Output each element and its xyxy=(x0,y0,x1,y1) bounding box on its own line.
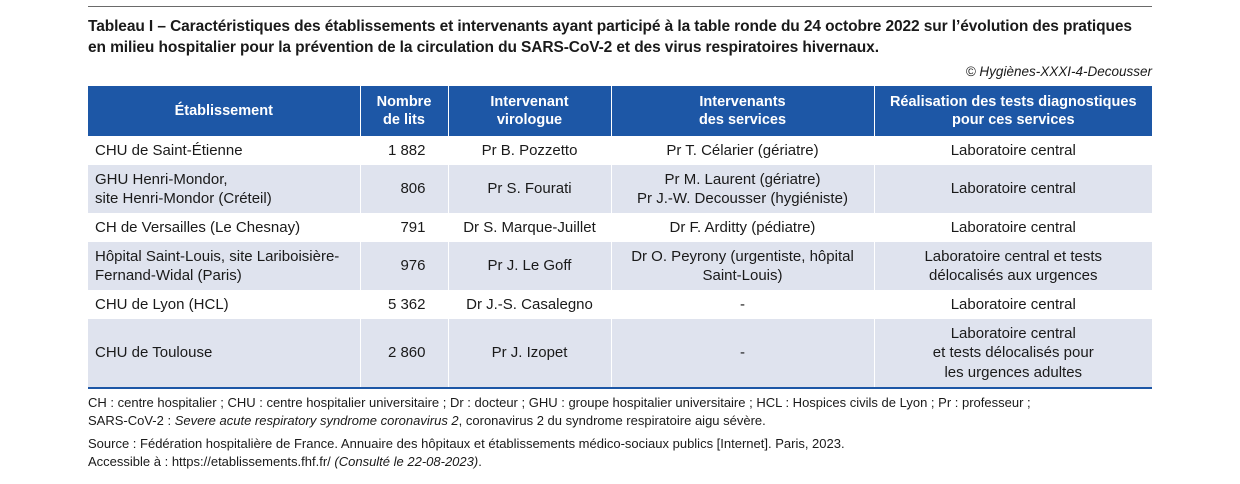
cell-etablissement xyxy=(88,136,360,165)
cell-tests-line: les urgences adultes xyxy=(944,363,1083,381)
cell-tests-line: délocalisés aux urgences xyxy=(929,267,1098,284)
header-row xyxy=(88,86,1152,136)
cell-virologue-value: Pr J. Izopet xyxy=(491,344,568,362)
cell-etablissement-line: GHU Henri-Mondor, xyxy=(95,170,228,188)
cell-intervenants-services xyxy=(611,213,874,242)
table-row xyxy=(88,319,1152,387)
table-row xyxy=(88,242,1152,290)
cell-tests xyxy=(874,165,1152,213)
cell-etablissement xyxy=(88,165,360,213)
bottom-rule xyxy=(88,387,1152,389)
cell-virologue-value: Pr J. Le Goff xyxy=(487,257,572,275)
top-rule xyxy=(88,6,1152,7)
cell-intervenants-services-line: Pr J.-W. Decousser (hygiéniste) xyxy=(637,190,848,207)
cell-nombre-lits xyxy=(360,136,448,165)
cell-nombre-lits xyxy=(360,319,448,387)
cell-tests xyxy=(874,319,1152,387)
cell-nombre-lits xyxy=(360,213,448,242)
cell-tests xyxy=(874,213,1152,242)
cell-etablissement xyxy=(88,213,360,242)
cell-intervenants-services-line: Saint-Louis) xyxy=(702,267,783,284)
header-nombre-lits: Nombre de lits xyxy=(360,86,448,136)
cell-virologue xyxy=(448,242,611,290)
header-tests: Réalisation des tests diagnostiques pour ces services xyxy=(874,86,1152,136)
cell-nombre-lits-value: 806 xyxy=(400,180,426,198)
credit-line: © Hygiènes-XXXI-4-Decousser xyxy=(965,64,1152,79)
table-row xyxy=(88,213,1152,242)
cell-intervenants-services-line: Pr T. Célarier (gériatre) xyxy=(666,141,819,159)
cell-nombre-lits-value: 5 362 xyxy=(387,295,426,313)
cell-nombre-lits xyxy=(360,165,448,213)
cell-virologue-value: Dr J.-S. Casalegno xyxy=(466,295,593,313)
cell-nombre-lits-value: 976 xyxy=(400,257,426,275)
cell-tests xyxy=(874,136,1152,165)
cell-tests-line: et tests délocalisés pour xyxy=(932,344,1094,362)
cell-etablissement xyxy=(88,319,360,387)
source-line-1: Source : Fédération hospitalière de France. Annuaire des hôpitaux et établissements médico-sociaux publics [Internet]. Paris, 2023. xyxy=(88,435,845,451)
cell-virologue xyxy=(448,165,611,213)
cell-virologue xyxy=(448,319,611,387)
cell-etablissement-line: Hôpital Saint-Louis, site Lariboisière- xyxy=(95,247,340,265)
cell-tests-line: Laboratoire central et tests xyxy=(924,247,1103,265)
cell-intervenants-services-line: Pr M. Laurent (gériatre) xyxy=(664,170,821,188)
table-figure xyxy=(88,0,1152,471)
source-line-2: Accessible à : https://etablissements.fhf.fr/ (Consulté le 22-08-2023). xyxy=(88,453,482,469)
cell-etablissement-line: CH de Versailles (Le Chesnay) xyxy=(95,218,301,236)
table-body xyxy=(88,136,1152,387)
cell-etablissement-line: CHU de Saint-Étienne xyxy=(95,141,243,159)
table-notes xyxy=(88,394,1152,471)
cell-intervenants-services-line: Dr O. Peyrony (urgentiste, hôpital xyxy=(631,247,854,265)
abbreviations-line-2: SARS-CoV-2 : Severe acute respiratory syndrome coronavirus 2, coronavirus 2 du syndrome respiratoire aigu sévère. xyxy=(88,412,766,428)
cell-tests-line: Laboratoire central xyxy=(950,180,1076,198)
cell-intervenants-services-line: - xyxy=(740,295,745,313)
table-title: Tableau I – Caractéristiques des établissements et intervenants ayant participé à la table ronde du 24 octobre 2022 sur l’évolution des pratiques en milieu hospitalier pour la prévention de la circulation du SARS-CoV-2 et des virus respiratoires hivernaux. xyxy=(88,18,1132,56)
cell-tests-line: Laboratoire central xyxy=(950,141,1076,159)
cell-nombre-lits-value: 791 xyxy=(400,218,426,236)
table-row xyxy=(88,290,1152,319)
cell-nombre-lits-value: 2 860 xyxy=(387,344,426,362)
header-intervenants-services: Intervenants des services xyxy=(611,86,874,136)
table-row xyxy=(88,165,1152,213)
cell-tests-line: Laboratoire central xyxy=(950,295,1076,313)
cell-tests xyxy=(874,242,1152,290)
cell-intervenants-services xyxy=(611,290,874,319)
cell-nombre-lits xyxy=(360,290,448,319)
cell-etablissement xyxy=(88,290,360,319)
abbreviations-line-1: CH : centre hospitalier ; CHU : centre hospitalier universitaire ; Dr : docteur ; GHU : groupe hospitalier universitaire ; HCL : Hospices civils de Lyon ; Pr : professeur ; xyxy=(88,394,1031,410)
cell-nombre-lits xyxy=(360,242,448,290)
cell-tests xyxy=(874,290,1152,319)
cell-etablissement-line: site Henri-Mondor (Créteil) xyxy=(95,190,272,207)
table-row xyxy=(88,136,1152,165)
header-virologue: Intervenant virologue xyxy=(448,86,611,136)
cell-intervenants-services xyxy=(611,165,874,213)
cell-etablissement-line: Fernand-Widal (Paris) xyxy=(95,267,242,284)
cell-etablissement-line: CHU de Toulouse xyxy=(95,344,213,362)
cell-etablissement xyxy=(88,242,360,290)
cell-intervenants-services xyxy=(611,242,874,290)
data-table xyxy=(88,86,1152,387)
cell-tests-line: Laboratoire central xyxy=(950,218,1076,236)
cell-virologue xyxy=(448,136,611,165)
cell-intervenants-services-line: Dr F. Arditty (pédiatre) xyxy=(669,218,816,236)
cell-virologue-value: Pr S. Fourati xyxy=(487,180,572,198)
cell-virologue-value: Pr B. Pozzetto xyxy=(481,141,578,159)
cell-tests-line: Laboratoire central xyxy=(950,324,1076,342)
cell-intervenants-services xyxy=(611,136,874,165)
cell-virologue xyxy=(448,213,611,242)
cell-intervenants-services-line: - xyxy=(740,344,745,362)
cell-etablissement-line: CHU de Lyon (HCL) xyxy=(95,295,229,313)
cell-intervenants-services xyxy=(611,319,874,387)
cell-virologue xyxy=(448,290,611,319)
cell-virologue-value: Dr S. Marque-Juillet xyxy=(463,218,596,236)
cell-nombre-lits-value: 1 882 xyxy=(387,141,426,159)
header-etablissement: Établissement xyxy=(88,86,360,136)
